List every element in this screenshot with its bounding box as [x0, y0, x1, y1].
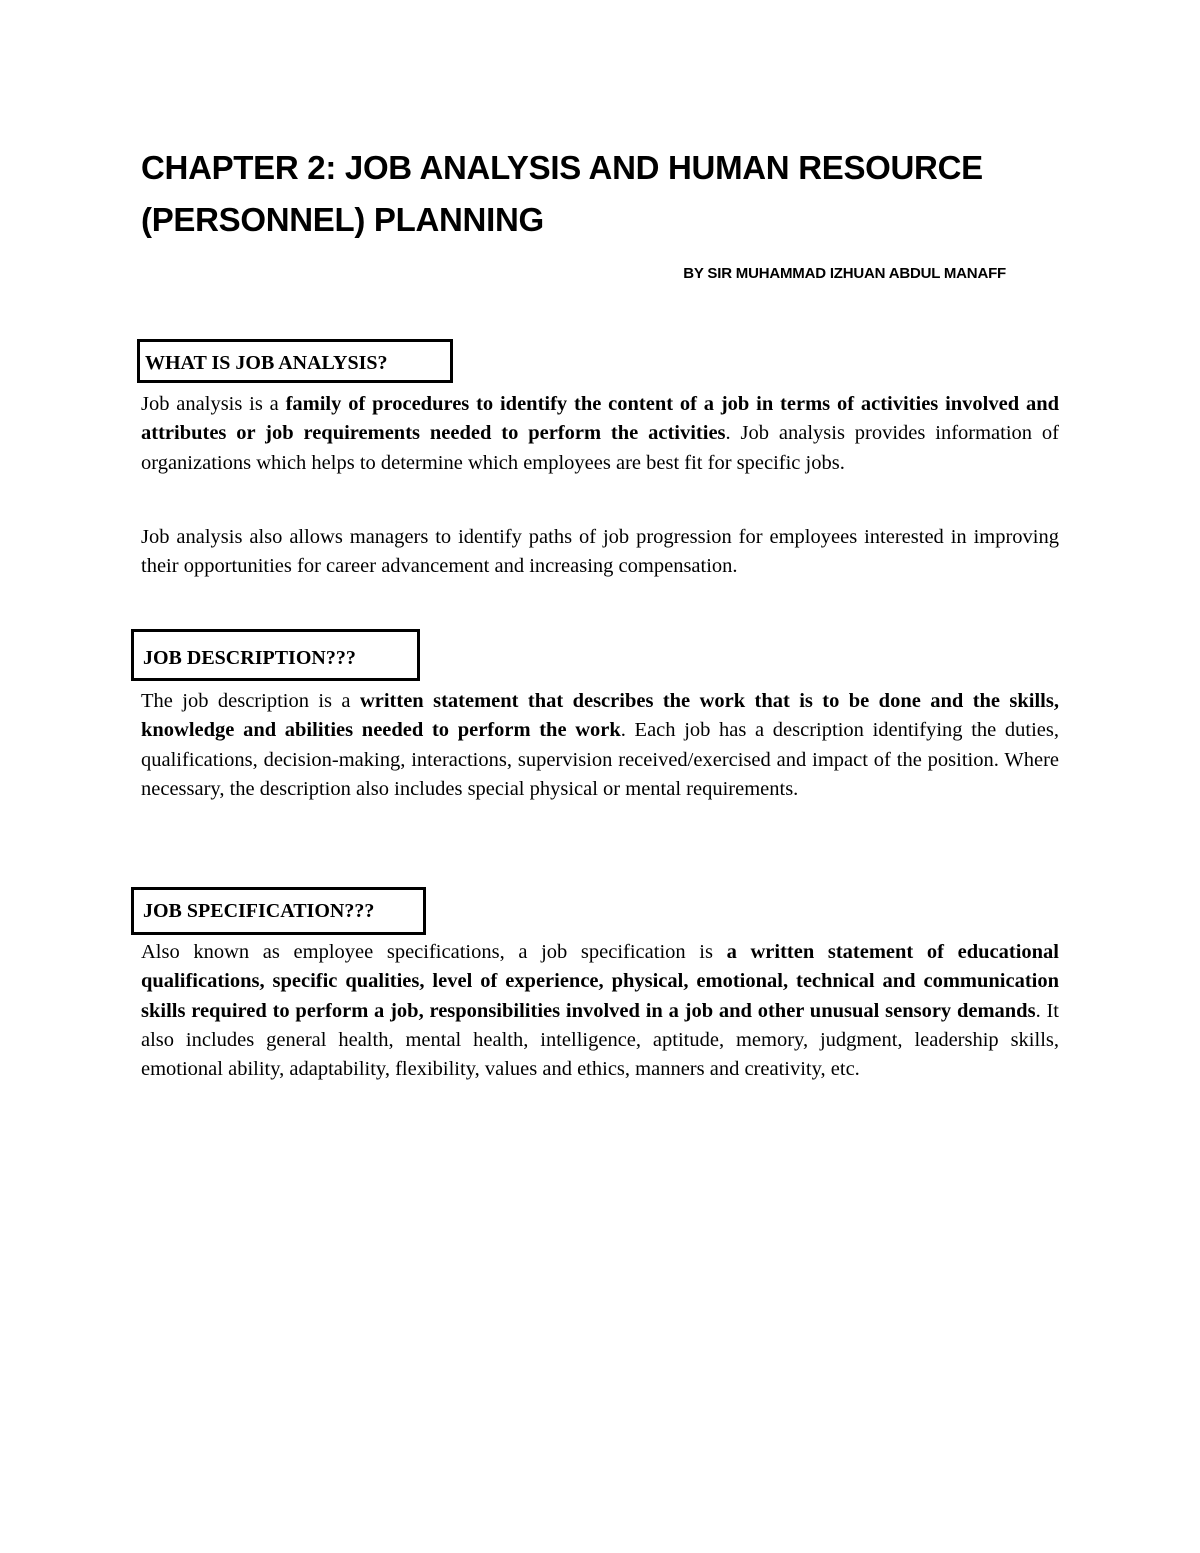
paragraph-bold-text: a written statement of educational qualifications, specific qualities, level of experience, physical, emotional, technical and communication skills required to perform a job, responsibilities involved in a job and other unusual sensory demands: [141, 941, 1059, 1022]
author-line: BY SIR MUHAMMAD IZHUAN ABDUL MANAFF: [683, 265, 1006, 282]
paragraph-bold-text: written statement that describes the work that is to be done and the skills, knowledge and abilities needed to perform the work: [141, 690, 1059, 742]
section-heading-job-description: [131, 629, 420, 681]
section-heading-label: WHAT IS JOB ANALYSIS?: [145, 352, 388, 374]
job-analysis-paragraph-2: Job analysis also allows managers to identify paths of job progression for employees interested in improving their opportunities for career advancement and increasing compensation.: [141, 526, 1059, 578]
job-analysis-paragraph-1: [141, 390, 1059, 478]
paragraph-text: . It also includes general health, mental health, intelligence, aptitude, memory, judgment, leadership skills, emotional ability, adaptability, flexibility, values and ethics, manners and creativity, etc.: [141, 999, 1059, 1081]
paragraph-text: Also known as employee specifications, a job specification is: [141, 941, 727, 963]
paragraph-text: Job analysis is a: [141, 393, 286, 415]
job-description-paragraph: [141, 687, 1059, 804]
job-specification-paragraph: [141, 938, 1059, 1084]
section-heading-job-specification: [131, 887, 426, 935]
paragraph-text: . Job analysis provides information of organizations which helps to determine which employees are best fit for specific jobs.: [141, 422, 1059, 474]
section-heading-label: JOB DESCRIPTION???: [143, 647, 356, 669]
section-heading-job-analysis: [137, 339, 453, 383]
chapter-title: CHAPTER 2: JOB ANALYSIS AND HUMAN RESOURCE (PERSONNEL) PLANNING: [141, 149, 983, 238]
section-heading-label: JOB SPECIFICATION???: [143, 900, 375, 922]
paragraph-text: The job description is a: [141, 690, 360, 712]
paragraph-bold-text: family of procedures to identify the content of a job in terms of activities involved and attributes or job requirements needed to perform the activities: [141, 393, 1060, 445]
paragraph-text: . Each job has a description identifying the duties, qualifications, decision-making, interactions, supervision received/exercised and impact of the position. Where necessary, the description also includes special physical or mental requirements.: [141, 719, 1059, 800]
